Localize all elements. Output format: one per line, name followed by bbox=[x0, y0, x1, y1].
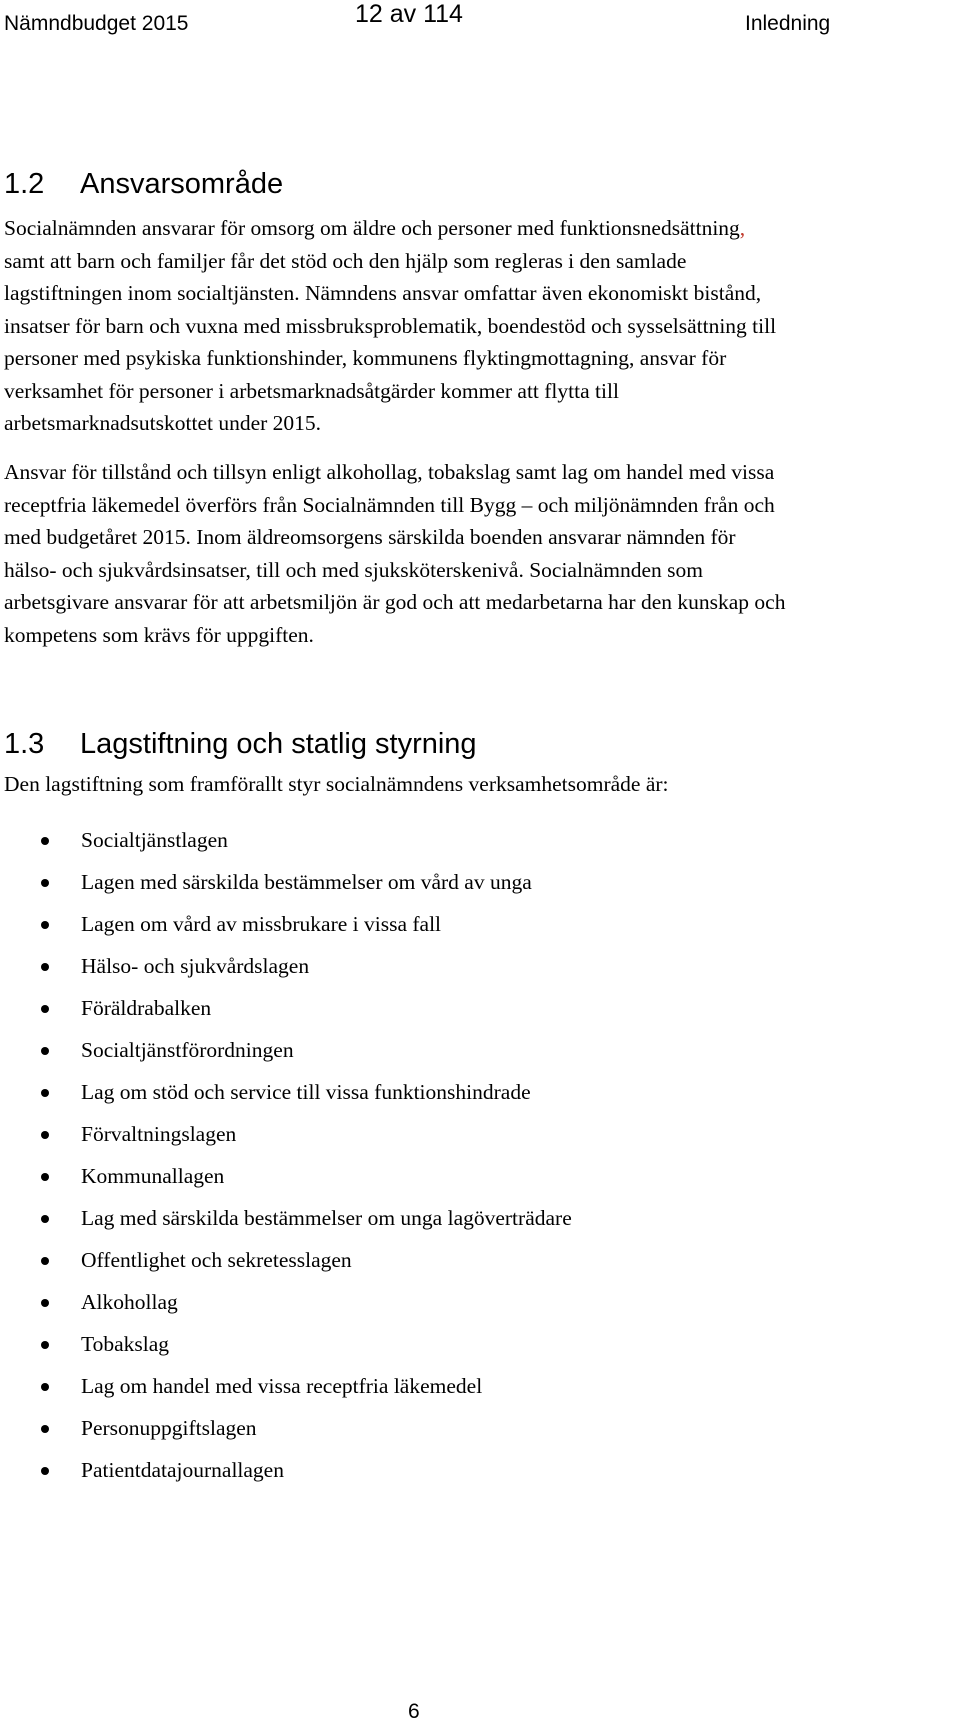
section-number: 1.3 bbox=[4, 728, 45, 760]
law-name: Alkohollag bbox=[81, 1290, 178, 1314]
law-name: Föräldrabalken bbox=[81, 996, 212, 1020]
header-chapter-name: Inledning bbox=[745, 12, 831, 35]
bullet-icon bbox=[41, 963, 49, 971]
paragraph-line: Ansvar för tillstånd och tillsyn enligt alkohollag, tobakslag samt lag om handel med vissa bbox=[4, 460, 775, 484]
bullet-icon bbox=[41, 1131, 49, 1139]
paragraph-line: arbetsgivare ansvarar för att arbetsmiljön är god och att medarbetarna har den kunskap och bbox=[4, 590, 786, 614]
paragraph-line: lagstiftningen inom socialtjänsten. Nämndens ansvar omfattar även ekonomiskt bistånd, bbox=[4, 281, 762, 305]
law-name: Personuppgiftslagen bbox=[81, 1416, 257, 1440]
bullet-icon bbox=[41, 1215, 49, 1223]
paragraph-line: kompetens som krävs för uppgiften. bbox=[4, 622, 314, 647]
bullet-icon bbox=[41, 1173, 49, 1181]
law-name: Tobakslag bbox=[81, 1332, 170, 1356]
bullet-icon bbox=[41, 1257, 49, 1265]
section-number: 1.2 bbox=[4, 168, 45, 200]
law-name: Lag om handel med vissa receptfria läkemedel bbox=[81, 1374, 483, 1398]
bullet-icon bbox=[41, 1089, 49, 1097]
law-name: Socialtjänstförordningen bbox=[81, 1038, 294, 1062]
paragraph-line: insatser för barn och vuxna med missbruksproblematik, boendestöd och sysselsättning till bbox=[4, 313, 777, 338]
paragraph-line: hälso- och sjukvårdsinsatser, till och med sjuksköterskenivå. Socialnämnden som bbox=[4, 557, 703, 582]
paragraph-line: samt att barn och familjer får det stöd och den hjälp som regleras i den samlade bbox=[4, 248, 687, 273]
law-name: Lagen med särskilda bestämmelser om vård av unga bbox=[81, 870, 532, 894]
law-name: Offentlighet och sekretesslagen bbox=[81, 1248, 352, 1272]
header-page-counter: 12 av 114 bbox=[355, 0, 463, 28]
section-heading-1-2 bbox=[4, 168, 283, 201]
bullet-icon bbox=[41, 1047, 49, 1055]
bullet-icon bbox=[41, 921, 49, 929]
paragraph-line: verksamhet för personer i arbetsmarknadsåtgärder kommer att flytta till bbox=[4, 378, 619, 403]
laws-intro-text: Den lagstiftning som framförallt styr socialnämndens verksamhetsområde är: bbox=[4, 772, 669, 796]
bullet-icon bbox=[41, 1005, 49, 1013]
bullet-icon bbox=[41, 1341, 49, 1349]
section-title: Ansvarsområde bbox=[80, 168, 284, 200]
paragraph-line: Socialnämnden ansvarar för omsorg om äldre och personer med funktionsnedsättning, bbox=[4, 216, 746, 240]
law-name: Förvaltningslagen bbox=[81, 1122, 237, 1146]
page-header bbox=[0, 0, 960, 50]
bullet-icon bbox=[41, 1383, 49, 1391]
law-name: Socialtjänstlagen bbox=[81, 828, 228, 852]
section-title: Lagstiftning och statlig styrning bbox=[80, 728, 477, 760]
bullet-icon bbox=[41, 1425, 49, 1433]
header-document-title: Nämndbudget 2015 bbox=[4, 12, 189, 35]
law-name: Patientdatajournallagen bbox=[81, 1458, 284, 1482]
bullet-icon bbox=[41, 879, 49, 887]
paragraph-line: med budgetåret 2015. Inom äldreomsorgens särskilda boenden ansvarar nämnden för bbox=[4, 525, 736, 549]
law-name: Lagen om vård av missbrukare i vissa fall bbox=[81, 912, 442, 936]
paragraph-line: personer med psykiska funktionshinder, kommunens flyktingmottagning, ansvar för bbox=[4, 346, 727, 370]
law-name: Lag med särskilda bestämmelser om unga lagöverträdare bbox=[81, 1206, 572, 1230]
bullet-icon bbox=[41, 1299, 49, 1307]
highlighted-comma: , bbox=[739, 216, 746, 240]
bullet-icon bbox=[41, 1467, 49, 1475]
paragraph-responsibility bbox=[4, 212, 956, 440]
law-name: Hälso- och sjukvårdslagen bbox=[81, 954, 310, 978]
bullet-icon bbox=[41, 837, 49, 845]
paragraph-permits bbox=[4, 456, 956, 651]
law-name: Lag om stöd och service till vissa funktionshindrade bbox=[81, 1080, 531, 1104]
section-heading-1-3 bbox=[4, 728, 477, 761]
paragraph-line: arbetsmarknadsutskottet under 2015. bbox=[4, 411, 322, 435]
law-name: Kommunallagen bbox=[81, 1164, 225, 1188]
page-number: 6 bbox=[408, 1700, 420, 1723]
paragraph-line: receptfria läkemedel överförs från Socialnämnden till Bygg – och miljönämnden från och bbox=[4, 492, 775, 517]
